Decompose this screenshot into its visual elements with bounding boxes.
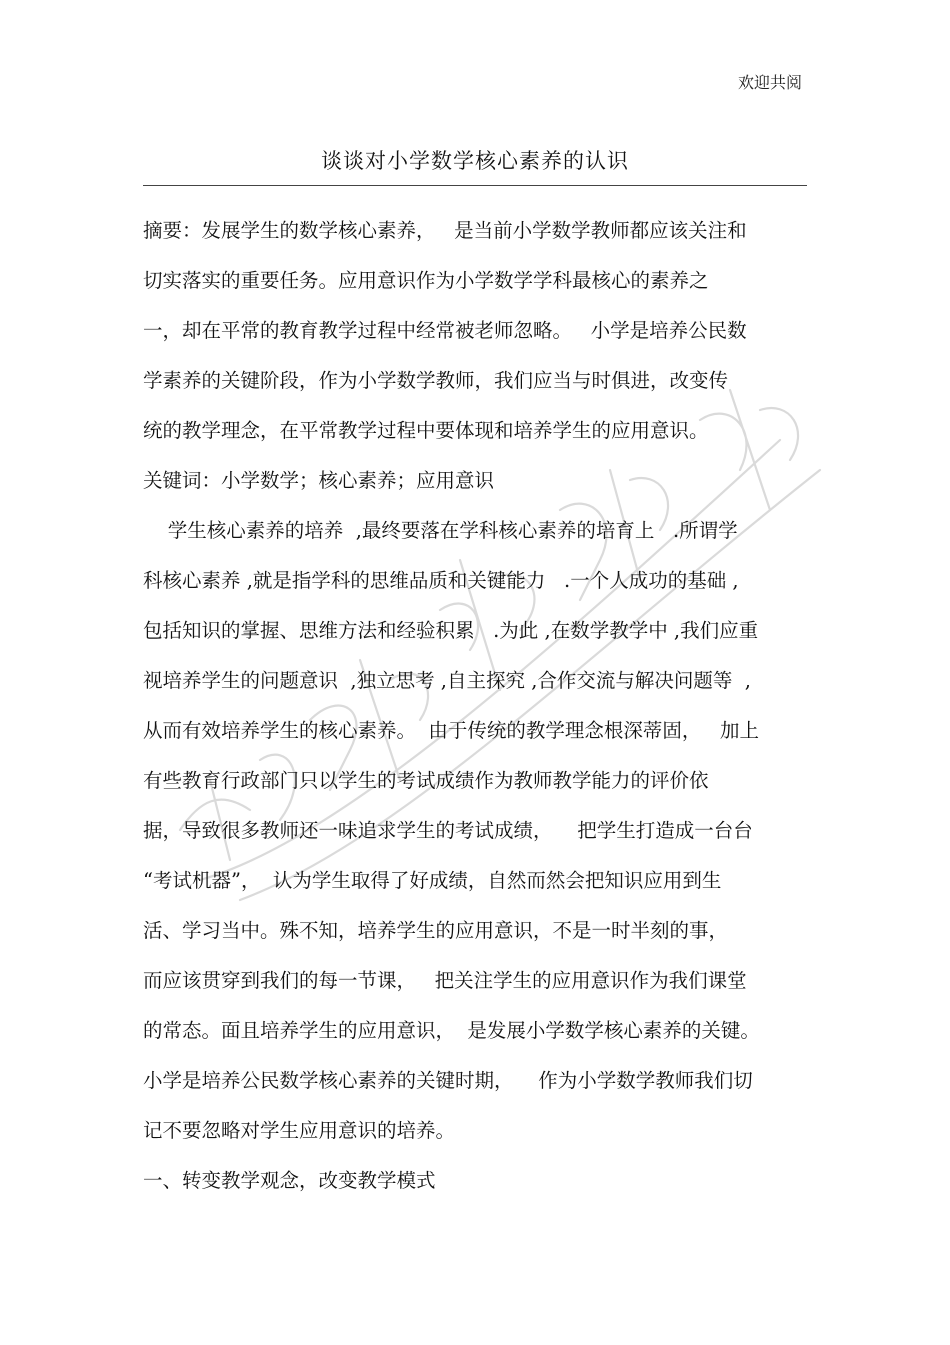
document-body: [143, 213, 813, 1213]
body-line: 小学是培养公民数学核心素养的关键时期， 作为小学数学教师我们切: [143, 1069, 753, 1092]
header-note: 欢迎共阅: [737, 73, 802, 92]
section-heading: 一、转变教学观念，改变教学模式: [143, 1169, 436, 1192]
keywords-line: 关键词：小学数学；核心素养；应用意识: [143, 469, 495, 492]
body-line: 学生核心素养的培养 ,最终要落在学科核心素养的培育上 .所谓学: [143, 519, 738, 542]
body-line: 科核心素养 ,就是指学科的思维品质和关键能力 .一个人成功的基础 ,: [143, 569, 739, 592]
body-line: 记不要忽略对学生应用意识的培养。: [143, 1119, 456, 1142]
title-underline: [143, 185, 807, 186]
body-line: 包括知识的掌握、思维方法和经验积累 .为此 ,在数学教学中 ,我们应重: [143, 619, 759, 642]
body-line: 视培养学生的问题意识 ,独立思考 ,自主探究 ,合作交流与解决问题等 ,: [143, 669, 751, 692]
body-line: 而应该贯穿到我们的每一节课， 把关注学生的应用意识作为我们课堂: [143, 969, 747, 992]
body-line: 从而有效培养学生的核心素养。 由于传统的教学理念根深蒂固， 加上: [143, 719, 759, 742]
body-line: 摘要：发展学生的数学核心素养， 是当前小学数学教师都应该关注和: [143, 219, 747, 242]
body-line: 统的教学理念，在平常教学过程中要体现和培养学生的应用意识。: [143, 419, 709, 442]
body-line: 的常态。面且培养学生的应用意识， 是发展小学数学核心素养的关键。: [143, 1019, 760, 1042]
document-title: 谈谈对小学数学核心素养的认识: [321, 149, 629, 173]
body-line: 有些教育行政部门只以学生的考试成绩作为教师教学能力的评价依: [143, 769, 709, 792]
body-line: 切实落实的重要任务。应用意识作为小学数学学科最核心的素养之: [143, 269, 709, 292]
body-line: “考试机器”， 认为学生取得了好成绩，自然而然会把知识应用到生: [143, 869, 722, 892]
body-line: 一，却在平常的教育教学过程中经常被老师忽略。 小学是培养公民数: [143, 319, 747, 342]
body-line: 据，导致很多教师还一味追求学生的考试成绩， 把学生打造成一台台: [143, 819, 753, 842]
body-line: 学素养的关键阶段，作为小学数学教师，我们应当与时俱进，改变传: [143, 369, 729, 392]
body-line: 活、学习当中。殊不知，培养学生的应用意识，不是一时半刻的事，: [143, 919, 729, 942]
